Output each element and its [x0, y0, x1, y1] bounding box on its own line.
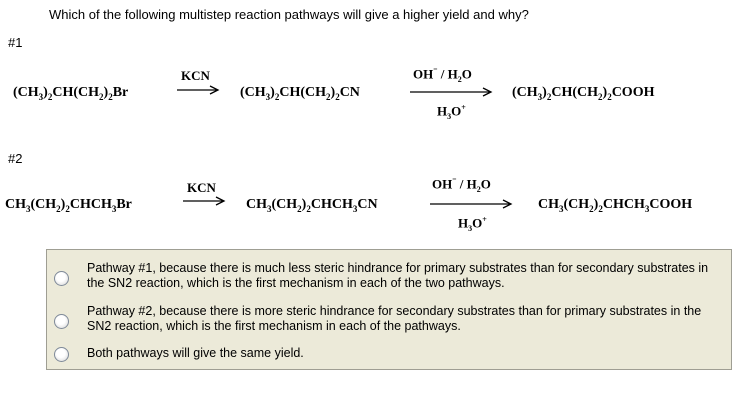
p1-start-compound: $(CH_3)_2CH(CH_2)_2Br$ — [13, 85, 129, 102]
pathway-2-label: #2 — [8, 151, 23, 166]
p1-step2-reagent-bottom: $H_3O^+$ — [437, 103, 466, 121]
p2-step1-reagent: KCN — [187, 180, 216, 195]
p1-step1-reagent: KCN — [181, 68, 210, 83]
p2-mid-compound: $CH_3(CH_2)_2CHCH_3CN$ — [246, 197, 378, 214]
question-text: Which of the following multistep reaction pathways will give a higher yield and why? — [49, 7, 529, 22]
p2-step2-reagent-top: $OH^{^-} / H_2O$ — [432, 176, 491, 194]
answer-option-3-text[interactable]: Both pathways will give the same yield. — [87, 346, 304, 360]
p1-end-compound: $(CH_3)_2CH(CH_2)_2COOH$ — [512, 85, 655, 102]
p2-step2-reagent-bottom: $H_3O^+$ — [458, 215, 487, 233]
answer-option-1-text[interactable]: Pathway #1, because there is much less steric hindrance for primary substrates than for secondary substrates in the SN2 reaction, which is the first mechanism in each of the two pathways. — [87, 261, 709, 290]
p2-end-compound: $CH_3(CH_2)_2CHCH_3COOH$ — [538, 197, 693, 214]
p1-arrow-2 — [408, 87, 494, 97]
p1-mid-compound: $(CH_3)_2CH(CH_2)_2CN$ — [240, 85, 360, 102]
answer-option-2-text[interactable]: Pathway #2, because there is more steric hindrance for secondary substrates than for primary substrates in the SN2 reaction, which is the first mechanism in each of the pathways. — [87, 304, 702, 333]
answer-options-panel — [46, 249, 732, 370]
p2-start-compound: $CH_3(CH_2)_2CHCH_3Br$ — [5, 197, 132, 214]
p2-arrow-1 — [181, 196, 227, 206]
p2-arrow-2 — [428, 199, 514, 209]
p1-step2-reagent-top: $OH^{^-} / H_2O$ — [413, 66, 472, 84]
pathway-1-label: #1 — [8, 35, 23, 50]
radio-button-1[interactable] — [54, 271, 69, 286]
radio-button-2[interactable] — [54, 314, 69, 329]
p1-arrow-1 — [175, 85, 221, 95]
radio-button-3[interactable] — [54, 347, 69, 362]
